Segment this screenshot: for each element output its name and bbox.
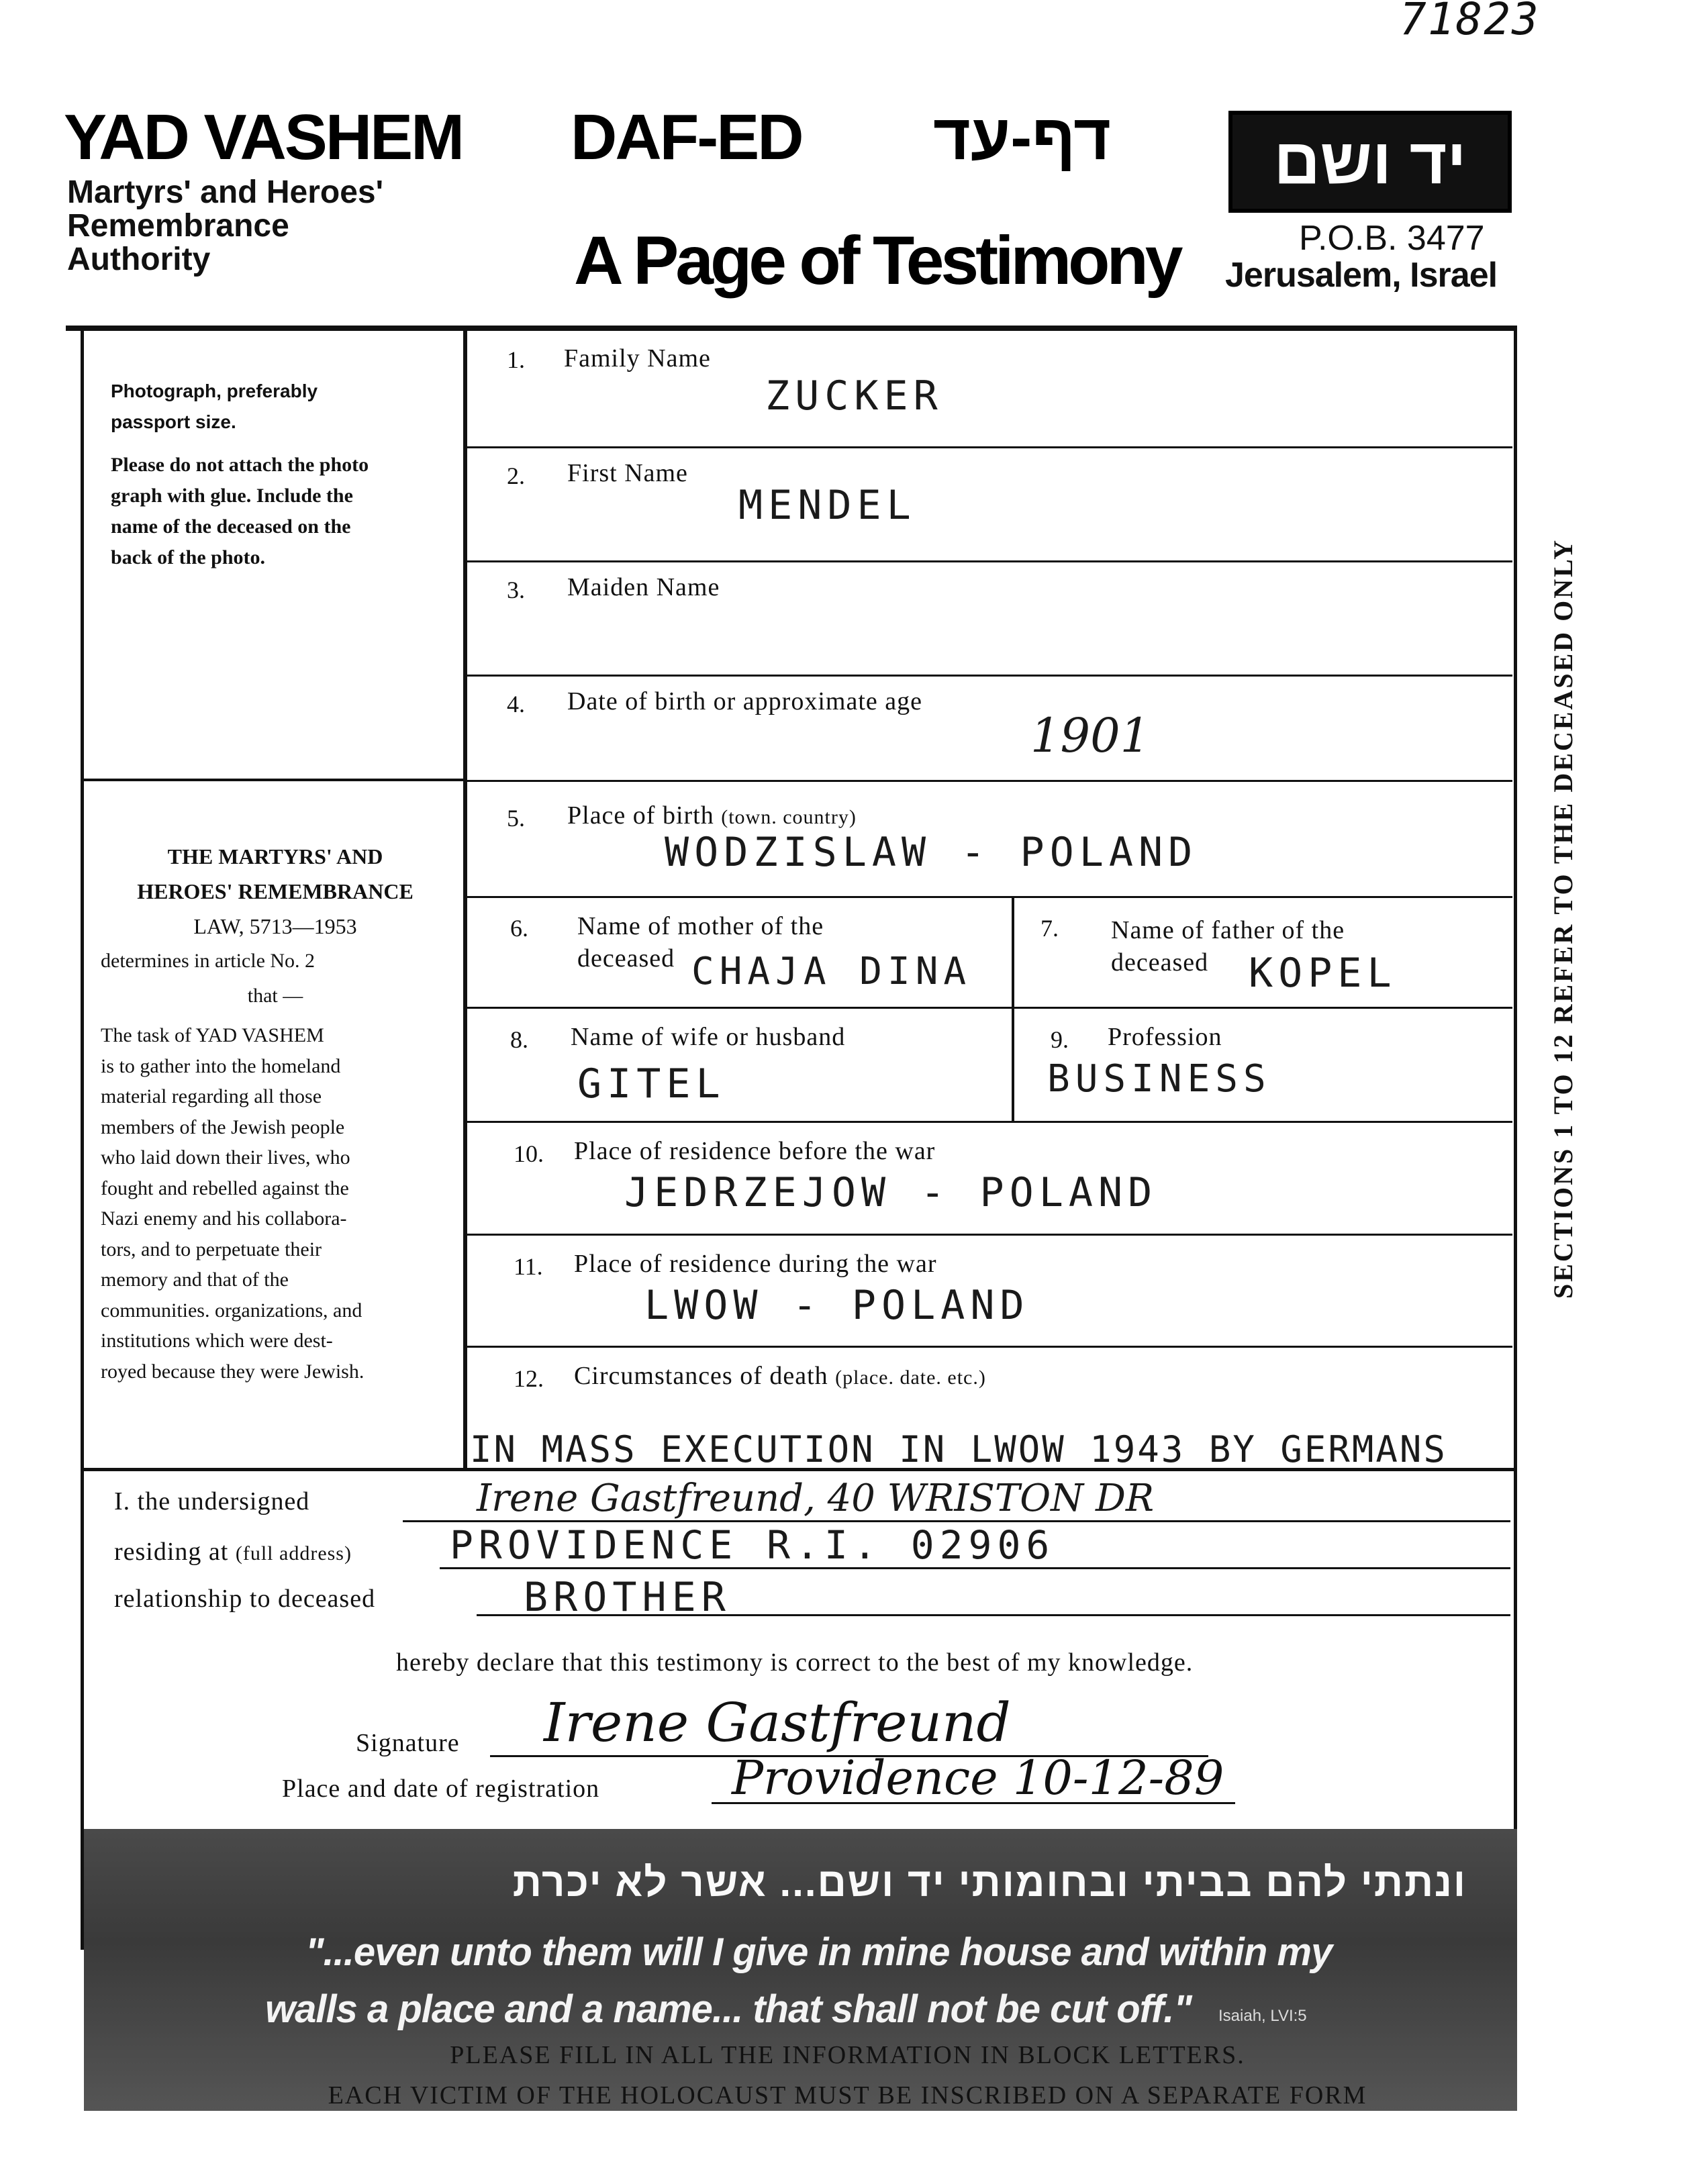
- org-subtitle-line: Authority: [67, 242, 211, 277]
- law-box: [101, 839, 450, 1387]
- field-number: 10.: [514, 1140, 544, 1167]
- law-determines: determines in article No. 2: [101, 950, 316, 972]
- photo-instruction-line: name of the deceased on the: [111, 515, 351, 538]
- row-line: [465, 675, 1512, 677]
- law-body-line: fought and rebelled against the: [101, 1177, 349, 1199]
- father-name-label-line: Name of father of the: [1111, 916, 1345, 944]
- org-subtitle-line: Martyrs' and Heroes': [67, 175, 383, 210]
- banner-english-line: "...even unto them will I give in mine house and within my: [305, 1930, 1333, 1974]
- residence-before-label: Place of residence before the war: [574, 1137, 936, 1165]
- spouse-name-label: Name of wife or husband: [571, 1023, 846, 1051]
- footer-line-1: PLEASE FILL IN ALL THE INFORMATION IN BLOCK LETTERS.: [450, 2041, 1245, 2069]
- row-line: [465, 896, 1512, 898]
- law-body-line: memory and that of the: [101, 1269, 289, 1291]
- row-line: [465, 780, 1512, 782]
- logo-hebrew-text: יד ושם: [1273, 126, 1467, 197]
- dafed-hebrew: דף-עד: [933, 101, 1111, 173]
- registration-value[interactable]: Providence 10-12-89: [732, 1750, 1224, 1805]
- sections-side-note: SECTIONS 1 TO 12 REFER TO THE DECEASED ONLY: [1548, 538, 1578, 1299]
- birth-place-label-note: (town. country): [721, 806, 857, 828]
- org-name: YAD VASHEM: [64, 101, 463, 173]
- address-label-note: (full address): [235, 1542, 352, 1565]
- field-number: 1.: [507, 346, 525, 373]
- org-subtitle-line: Remembrance: [67, 208, 289, 244]
- mother-name-value[interactable]: CHAJA DINA: [691, 950, 972, 993]
- row-line: [465, 446, 1512, 448]
- signature-value[interactable]: Irene Gastfreund: [544, 1691, 1011, 1754]
- law-body-line: institutions which were dest-: [101, 1330, 333, 1352]
- field-number: 8.: [510, 1026, 528, 1053]
- page-title: A Page of Testimony: [574, 222, 1180, 299]
- declaration-text: hereby declare that this testimony is correct to the best of my knowledge.: [396, 1648, 1194, 1677]
- address-label-text: residing at: [114, 1538, 229, 1566]
- footer-line-2: EACH VICTIM OF THE HOLOCAUST MUST BE INSCRIBED ON A SEPARATE FORM: [328, 2081, 1367, 2109]
- mid-column-divider: [1012, 896, 1014, 1121]
- dafed-latin: DAF-ED: [571, 101, 802, 173]
- city: Jerusalem, Israel: [1225, 256, 1498, 295]
- law-heading: LAW, 5713—1953: [193, 914, 357, 938]
- law-body-line: material regarding all those: [101, 1085, 322, 1107]
- address-value[interactable]: PROVIDENCE R.I. 02906: [450, 1522, 1055, 1568]
- photo-line: passport size.: [111, 411, 236, 432]
- law-heading: THE MARTYRS' AND: [167, 844, 383, 868]
- birth-place-label: [567, 801, 857, 830]
- photo-line: Photograph, preferably: [111, 381, 318, 401]
- birth-place-label-text: Place of birth: [567, 801, 714, 830]
- mother-name-label-line: deceased: [577, 944, 675, 973]
- birth-place-value[interactable]: WODZISLAW - POLAND: [665, 829, 1198, 876]
- row-line: [465, 560, 1512, 562]
- law-body-line: tors, and to perpetuate their: [101, 1238, 322, 1260]
- mother-name-label-line: Name of mother of the: [577, 912, 824, 940]
- birth-date-label: Date of birth or approximate age: [567, 687, 922, 715]
- maiden-name-label: Maiden Name: [567, 573, 720, 601]
- death-circumstances-label: [574, 1361, 986, 1391]
- left-panel-divider: [81, 779, 467, 781]
- field-number: 3.: [507, 577, 525, 603]
- org-subtitle: [67, 176, 383, 277]
- registration-label: Place and date of registration: [282, 1775, 600, 1803]
- frame-left: [81, 326, 84, 1950]
- law-body-line: is to gather into the homeland: [101, 1054, 341, 1077]
- frame-top: [66, 326, 1516, 331]
- profession-label: Profession: [1108, 1023, 1222, 1051]
- death-circumstances-label-text: Circumstances of death: [574, 1362, 828, 1390]
- family-name-label: Family Name: [564, 344, 711, 373]
- law-body-line: members of the Jewish people: [101, 1115, 345, 1138]
- row-line: [465, 1007, 1512, 1009]
- field-number: 2.: [507, 462, 525, 489]
- residence-during-value[interactable]: LWOW - POLAND: [644, 1282, 1030, 1329]
- field-number: 7.: [1040, 915, 1059, 942]
- spouse-name-value[interactable]: GITEL: [577, 1060, 726, 1107]
- field-number: 6.: [510, 915, 528, 942]
- banner-citation: Isaiah, LVI:5: [1218, 2007, 1307, 2025]
- address-label: [114, 1537, 352, 1567]
- law-body-line: Nazi enemy and his collabora-: [101, 1207, 347, 1230]
- banner-hebrew: ונתתי להם בביתי ובחומותי יד ושם... אשר לא יכרת: [512, 1860, 1467, 1905]
- law-body-line: The task of YAD VASHEM: [101, 1024, 324, 1046]
- photo-instruction-line: graph with glue. Include the: [111, 485, 353, 507]
- birth-date-value[interactable]: 1901: [1030, 708, 1151, 763]
- residence-during-label: Place of residence during the war: [574, 1250, 937, 1278]
- law-body-line: who laid down their lives, who: [101, 1146, 350, 1169]
- photo-instructions: [111, 376, 446, 573]
- row-line: [465, 1234, 1512, 1236]
- field-number: 4.: [507, 691, 525, 717]
- undersigned-value[interactable]: Irene Gastfreund, 40 WRISTON DR: [477, 1477, 1155, 1520]
- law-body-line: royed because they were Jewish.: [101, 1360, 365, 1383]
- photo-instruction-line: Please do not attach the photo: [111, 454, 369, 476]
- father-name-label-line: deceased: [1111, 948, 1209, 977]
- undersigned-label: I. the undersigned: [114, 1487, 310, 1516]
- profession-value[interactable]: BUSINESS: [1047, 1057, 1271, 1101]
- signature-label: Signature: [356, 1729, 460, 1757]
- photo-instruction-line: back of the photo.: [111, 546, 266, 568]
- archive-number: 71823: [1400, 0, 1540, 45]
- law-body-line: communities. organizations, and: [101, 1299, 362, 1322]
- pob: P.O.B. 3477: [1299, 219, 1485, 258]
- first-name-value[interactable]: MENDEL: [738, 482, 916, 529]
- family-name-value[interactable]: ZUCKER: [765, 373, 943, 419]
- row-line: [465, 1121, 1512, 1123]
- law-determines: that —: [247, 985, 303, 1007]
- relationship-value[interactable]: BROTHER: [524, 1574, 731, 1621]
- residence-before-value[interactable]: JEDRZEJOW - POLAND: [624, 1169, 1158, 1216]
- field-number: 11.: [514, 1253, 543, 1280]
- death-circumstances-value[interactable]: IN MASS EXECUTION IN LWOW 1943 BY GERMANS: [470, 1428, 1447, 1471]
- law-heading: HEROES' REMEMBRANCE: [137, 879, 414, 903]
- death-circumstances-label-note: (place. date. etc.): [835, 1367, 986, 1389]
- field-number: 9.: [1051, 1026, 1069, 1053]
- field-number: 12.: [514, 1365, 544, 1392]
- field-number: 5.: [507, 805, 525, 832]
- father-name-value[interactable]: KOPEL: [1249, 950, 1397, 997]
- banner-english-line: walls a place and a name... that shall not be cut off.": [265, 1987, 1192, 2031]
- relationship-label: relationship to deceased: [114, 1585, 376, 1613]
- yad-vashem-logo: [1228, 111, 1512, 213]
- first-name-label: First Name: [567, 459, 688, 487]
- frame-right: [1514, 326, 1517, 1950]
- row-line: [465, 1346, 1512, 1348]
